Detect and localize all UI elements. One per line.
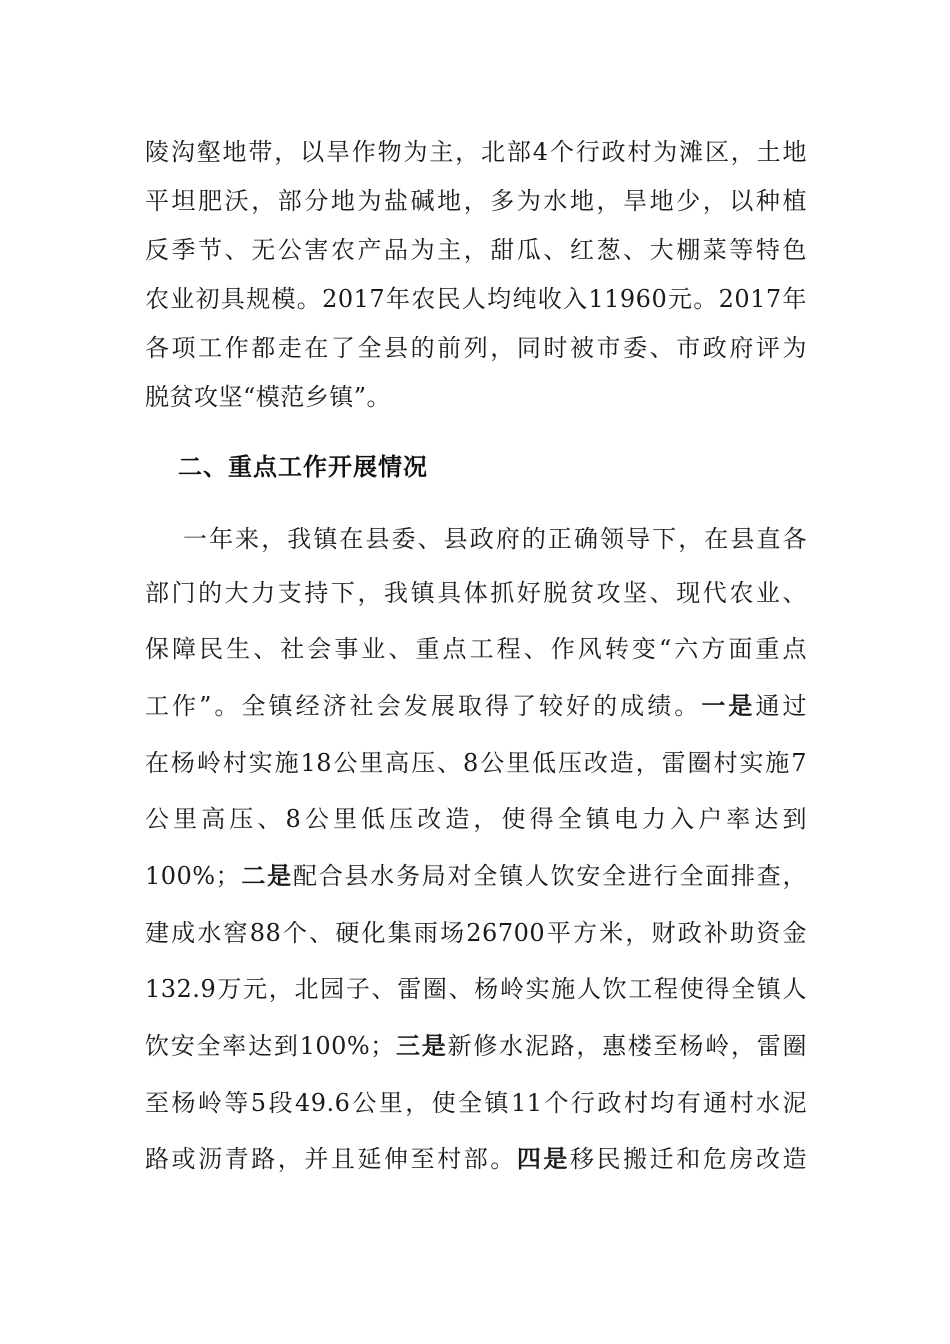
work-line-9: 132.9万元，北园子、雷圈、杨岭实施人饮工程使得全镇人: [145, 975, 807, 1003]
work-line-7-tail: 配合县水务局对全镇人饮安全进行全面排查，: [292, 862, 808, 890]
work-line-12-bold: 四是: [516, 1145, 570, 1173]
work-line-6: 公里高压、8公里低压改造，使得全镇电力入户率达到: [145, 805, 807, 833]
intro-line-1: 陵沟壑地带，以旱作物为主，北部4个行政村为滩区，土地: [145, 138, 807, 166]
work-line-8: 建成水窖88个、硬化集雨场26700平方米，财政补助资金: [145, 919, 807, 947]
work-line-1: 一年来，我镇在县委、县政府的正确领导下，在县直各: [183, 525, 807, 553]
intro-line-2: 平坦肥沃，部分地为盐碱地，多为水地，旱地少，以种植: [145, 187, 807, 215]
work-line-11: 至杨岭等5段49.6公里，使全镇11个行政村均有通村水泥: [145, 1089, 807, 1117]
work-line-4-text: 工作”。全镇经济社会发展取得了较好的成绩。: [145, 692, 702, 720]
work-line-5: 在杨岭村实施18公里高压、8公里低压改造，雷圈村实施7: [145, 749, 807, 777]
work-line-7-text: 100%；: [145, 862, 241, 890]
work-line-2: 部门的大力支持下，我镇具体抓好脱贫攻坚、现代农业、: [145, 579, 807, 607]
intro-line-4: 农业初具规模。2017年农民人均纯收入11960元。2017年: [145, 285, 807, 313]
intro-line-6: 脱贫攻坚“模范乡镇”。: [145, 383, 392, 411]
work-line-3: 保障民生、社会事业、重点工程、作风转变“六方面重点: [145, 635, 807, 663]
work-line-4-tail: 通过: [755, 692, 808, 720]
section-heading: 二、重点工作开展情况: [178, 453, 428, 481]
work-line-4-bold: 一是: [701, 692, 756, 720]
work-line-12-text: 路或沥青路，并且延伸至村部。: [145, 1145, 517, 1173]
work-line-10: [145, 1020, 807, 1072]
work-line-10-tail: 新修水泥路，惠楼至杨岭，雷圈: [447, 1032, 808, 1060]
work-line-4: [145, 680, 807, 732]
work-line-7-bold: 二是: [240, 862, 293, 890]
work-line-10-text: 饮安全率达到100%；: [145, 1032, 395, 1060]
work-line-12: [145, 1133, 807, 1185]
work-line-12-tail: 移民搬迁和危房改造: [570, 1145, 807, 1173]
intro-line-5: 各项工作都走在了全县的前列，同时被市委、市政府评为: [145, 334, 807, 362]
intro-line-3: 反季节、无公害农产品为主，甜瓜、红葱、大棚菜等特色: [145, 236, 807, 264]
work-line-10-bold: 三是: [394, 1032, 448, 1060]
work-line-7: [145, 850, 807, 902]
